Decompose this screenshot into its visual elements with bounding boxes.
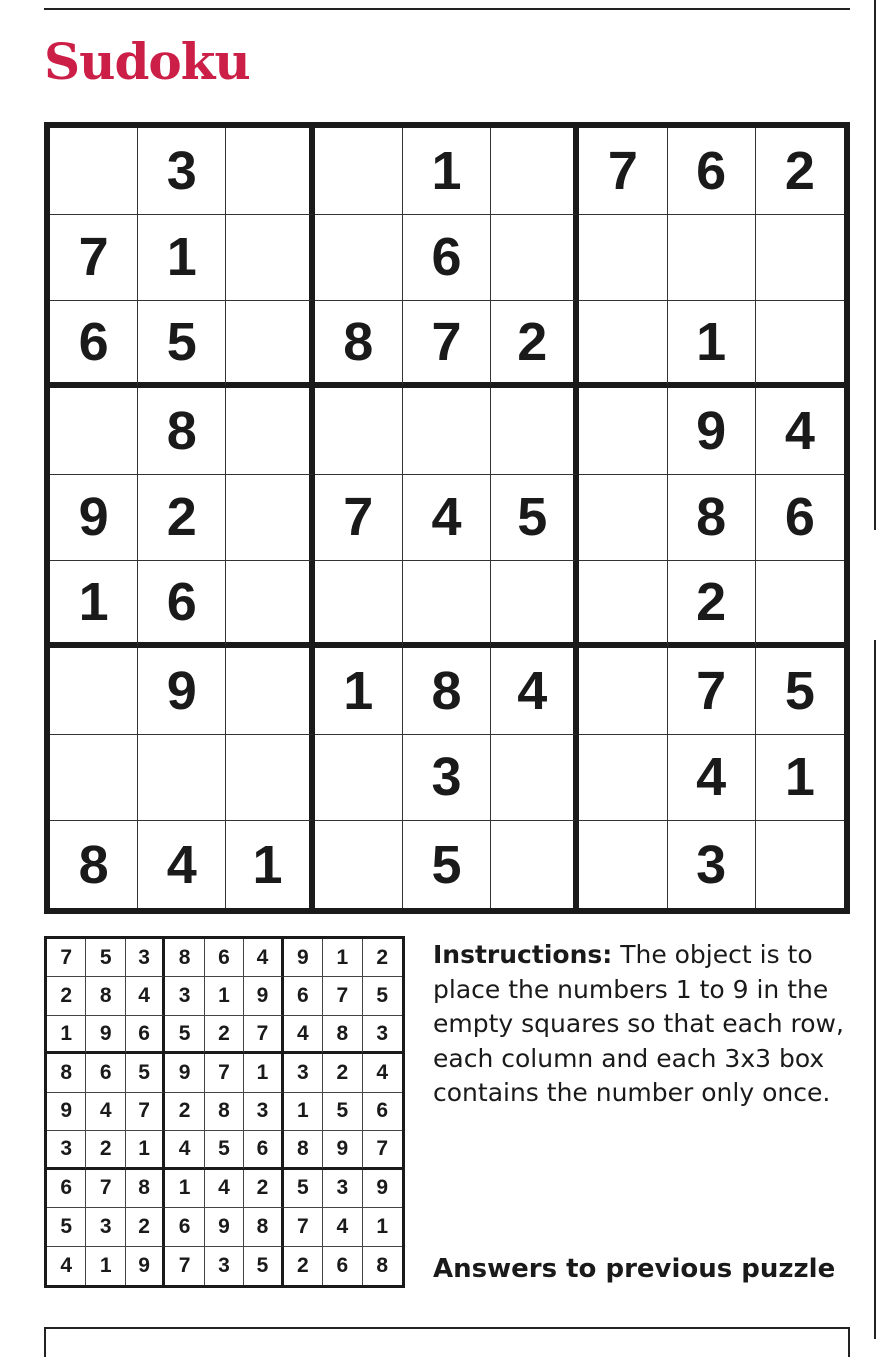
answer-cell-r7c7: 5 [284,1170,323,1208]
sudoku-cell-r7c2: 9 [138,648,226,735]
sudoku-cell-r7c6: 4 [491,648,579,735]
previous-answers-grid [44,936,405,1288]
sudoku-cell-r4c4[interactable] [315,388,403,475]
answer-cell-r1c6: 4 [244,939,283,977]
sudoku-cell-r2c6[interactable] [491,215,579,302]
sudoku-cell-r2c4[interactable] [315,215,403,302]
sudoku-cell-r9c8: 3 [668,821,756,908]
answer-cell-r4c6: 1 [244,1054,283,1092]
sudoku-cell-r7c1[interactable] [50,648,138,735]
sudoku-cell-r5c3[interactable] [226,475,314,562]
sudoku-cell-r9c1: 8 [50,821,138,908]
answer-cell-r7c6: 2 [244,1170,283,1208]
sudoku-cell-r6c6[interactable] [491,561,579,648]
answer-cell-r8c7: 7 [284,1208,323,1246]
sudoku-cell-r5c4: 7 [315,475,403,562]
sudoku-cell-r2c3[interactable] [226,215,314,302]
sudoku-cell-r1c5: 1 [403,128,491,215]
answer-cell-r6c4: 4 [165,1131,204,1169]
answer-cell-r1c9: 2 [363,939,402,977]
sudoku-cell-r7c3[interactable] [226,648,314,735]
sudoku-cell-r1c3[interactable] [226,128,314,215]
sudoku-cell-r9c6[interactable] [491,821,579,908]
sudoku-cell-r4c2: 8 [138,388,226,475]
sudoku-cell-r1c9: 2 [756,128,844,215]
sudoku-grid [44,122,850,914]
sudoku-cell-r3c2: 5 [138,301,226,388]
column-divider-upper [874,0,876,530]
sudoku-cell-r8c3[interactable] [226,735,314,822]
answer-cell-r9c3: 9 [126,1247,165,1285]
sudoku-cell-r7c9: 5 [756,648,844,735]
answer-cell-r4c5: 7 [205,1054,244,1092]
sudoku-cell-r5c7[interactable] [579,475,667,562]
answer-cell-r9c7: 2 [284,1247,323,1285]
sudoku-cell-r6c2: 6 [138,561,226,648]
column-divider-lower [874,640,876,1339]
answer-cell-r3c9: 3 [363,1016,402,1054]
answer-cell-r3c1: 1 [47,1016,86,1054]
answer-cell-r2c4: 3 [165,977,204,1015]
sudoku-cell-r2c9[interactable] [756,215,844,302]
answer-cell-r6c1: 3 [47,1131,86,1169]
sudoku-cell-r6c8: 2 [668,561,756,648]
answer-cell-r6c7: 8 [284,1131,323,1169]
answer-cell-r4c8: 2 [323,1054,362,1092]
answer-cell-r4c2: 6 [86,1054,125,1092]
instructions-text: The object is to place the numbers 1 to 9 in the empty squares so that each row, each column and each 3x3 box contains the number only once. [433,940,844,1107]
sudoku-cell-r9c5: 5 [403,821,491,908]
answer-cell-r6c3: 1 [126,1131,165,1169]
answer-cell-r2c6: 9 [244,977,283,1015]
answer-cell-r9c8: 6 [323,1247,362,1285]
answer-cell-r9c1: 4 [47,1247,86,1285]
answer-cell-r1c5: 6 [205,939,244,977]
sudoku-cell-r9c3: 1 [226,821,314,908]
answer-cell-r2c2: 8 [86,977,125,1015]
answer-cell-r3c3: 6 [126,1016,165,1054]
answer-cell-r7c9: 9 [363,1170,402,1208]
sudoku-cell-r5c1: 9 [50,475,138,562]
sudoku-cell-r3c9[interactable] [756,301,844,388]
sudoku-cell-r2c8[interactable] [668,215,756,302]
answer-cell-r8c4: 6 [165,1208,204,1246]
answer-cell-r1c4: 8 [165,939,204,977]
sudoku-cell-r2c5: 6 [403,215,491,302]
answer-cell-r1c8: 1 [323,939,362,977]
answer-cell-r8c2: 3 [86,1208,125,1246]
sudoku-cell-r2c7[interactable] [579,215,667,302]
answer-cell-r8c9: 1 [363,1208,402,1246]
answer-cell-r9c2: 1 [86,1247,125,1285]
sudoku-cell-r4c7[interactable] [579,388,667,475]
answer-cell-r5c9: 6 [363,1093,402,1131]
sudoku-cell-r7c5: 8 [403,648,491,735]
answer-cell-r2c8: 7 [323,977,362,1015]
sudoku-cell-r8c8: 4 [668,735,756,822]
sudoku-cell-r3c1: 6 [50,301,138,388]
sudoku-cell-r7c4: 1 [315,648,403,735]
answer-cell-r5c5: 8 [205,1093,244,1131]
sudoku-cell-r6c3[interactable] [226,561,314,648]
answer-cell-r2c9: 5 [363,977,402,1015]
sudoku-cell-r3c6: 2 [491,301,579,388]
top-divider [44,8,850,10]
answer-cell-r7c2: 7 [86,1170,125,1208]
answer-cell-r7c5: 4 [205,1170,244,1208]
sudoku-cell-r4c1[interactable] [50,388,138,475]
answers-caption: Answers to previous puzzle [433,1254,836,1284]
sudoku-cell-r1c8: 6 [668,128,756,215]
sudoku-cell-r6c7[interactable] [579,561,667,648]
sudoku-cell-r3c7[interactable] [579,301,667,388]
sudoku-cell-r5c2: 2 [138,475,226,562]
sudoku-cell-r3c8: 1 [668,301,756,388]
answer-cell-r2c7: 6 [284,977,323,1015]
sudoku-cell-r6c5[interactable] [403,561,491,648]
answer-cell-r6c5: 5 [205,1131,244,1169]
answer-cell-r1c7: 9 [284,939,323,977]
instructions-label: Instructions: [433,940,613,969]
sudoku-cell-r8c4[interactable] [315,735,403,822]
answer-cell-r2c5: 1 [205,977,244,1015]
answer-cell-r4c7: 3 [284,1054,323,1092]
sudoku-cell-r8c1[interactable] [50,735,138,822]
sudoku-cell-r4c6[interactable] [491,388,579,475]
sudoku-cell-r3c5: 7 [403,301,491,388]
answer-cell-r4c3: 5 [126,1054,165,1092]
sudoku-cell-r5c6: 5 [491,475,579,562]
answer-cell-r3c2: 9 [86,1016,125,1054]
answer-cell-r4c4: 9 [165,1054,204,1092]
sudoku-cell-r9c9[interactable] [756,821,844,908]
sudoku-cell-r2c1: 7 [50,215,138,302]
answer-cell-r3c5: 2 [205,1016,244,1054]
sudoku-cell-r4c9: 4 [756,388,844,475]
answer-cell-r5c3: 7 [126,1093,165,1131]
sudoku-cell-r8c5: 3 [403,735,491,822]
sudoku-cell-r8c7[interactable] [579,735,667,822]
sudoku-cell-r5c8: 8 [668,475,756,562]
answer-cell-r5c8: 5 [323,1093,362,1131]
answer-cell-r2c3: 4 [126,977,165,1015]
answer-cell-r7c3: 8 [126,1170,165,1208]
answer-cell-r6c9: 7 [363,1131,402,1169]
answer-cell-r8c5: 9 [205,1208,244,1246]
sudoku-cell-r1c2: 3 [138,128,226,215]
answer-cell-r7c1: 6 [47,1170,86,1208]
answer-cell-r3c7: 4 [284,1016,323,1054]
answer-cell-r8c6: 8 [244,1208,283,1246]
sudoku-cell-r1c6[interactable] [491,128,579,215]
answer-cell-r5c2: 4 [86,1093,125,1131]
answer-cell-r1c1: 7 [47,939,86,977]
answer-cell-r4c9: 4 [363,1054,402,1092]
sudoku-cell-r4c5[interactable] [403,388,491,475]
answer-cell-r5c7: 1 [284,1093,323,1131]
answer-cell-r2c1: 2 [47,977,86,1015]
sudoku-cell-r3c3[interactable] [226,301,314,388]
answer-cell-r7c8: 3 [323,1170,362,1208]
sudoku-cell-r9c7[interactable] [579,821,667,908]
sudoku-cell-r8c9: 1 [756,735,844,822]
next-section-frame [44,1327,850,1357]
sudoku-cell-r3c4: 8 [315,301,403,388]
answer-cell-r5c4: 2 [165,1093,204,1131]
sudoku-cell-r2c2: 1 [138,215,226,302]
answer-cell-r3c6: 7 [244,1016,283,1054]
answer-cell-r6c8: 9 [323,1131,362,1169]
answer-cell-r6c6: 6 [244,1131,283,1169]
sudoku-cell-r1c4[interactable] [315,128,403,215]
answer-cell-r9c6: 5 [244,1247,283,1285]
answer-cell-r9c9: 8 [376,1253,389,1277]
answer-cell-r7c4: 1 [165,1170,204,1208]
answer-cell-r6c2: 2 [86,1131,125,1169]
sudoku-cell-r9c4[interactable] [315,821,403,908]
sudoku-cell-r5c5: 4 [403,475,491,562]
sudoku-cell-r1c1[interactable] [50,128,138,215]
answer-cell-r9c5: 3 [205,1247,244,1285]
answer-cell-r9c4: 7 [165,1247,204,1285]
sudoku-cell-r8c6[interactable] [491,735,579,822]
sudoku-cell-r7c7[interactable] [579,648,667,735]
answer-cell-r5c1: 9 [47,1093,86,1131]
answer-cell-r8c8: 4 [323,1208,362,1246]
answer-cell-r3c8: 8 [323,1016,362,1054]
page-title: Sudoku [44,32,250,91]
sudoku-cell-r7c8: 7 [668,648,756,735]
sudoku-cell-r5c9: 6 [756,475,844,562]
sudoku-cell-r9c2: 4 [138,821,226,908]
answer-cell-r8c1: 5 [47,1208,86,1246]
answer-cell-r8c3: 2 [126,1208,165,1246]
sudoku-cell-r6c9[interactable] [756,561,844,648]
instructions [433,938,853,1111]
sudoku-cell-r6c1: 1 [50,561,138,648]
answer-cell-r5c6: 3 [244,1093,283,1131]
answer-cell-r1c3: 3 [126,939,165,977]
sudoku-cell-r1c7: 7 [579,128,667,215]
answer-cell-r4c1: 8 [47,1054,86,1092]
sudoku-cell-r8c2[interactable] [138,735,226,822]
answer-cell-r1c2: 5 [86,939,125,977]
sudoku-cell-r6c4[interactable] [315,561,403,648]
sudoku-cell-r4c8: 9 [668,388,756,475]
answer-cell-r3c4: 5 [165,1016,204,1054]
sudoku-cell-r4c3[interactable] [226,388,314,475]
